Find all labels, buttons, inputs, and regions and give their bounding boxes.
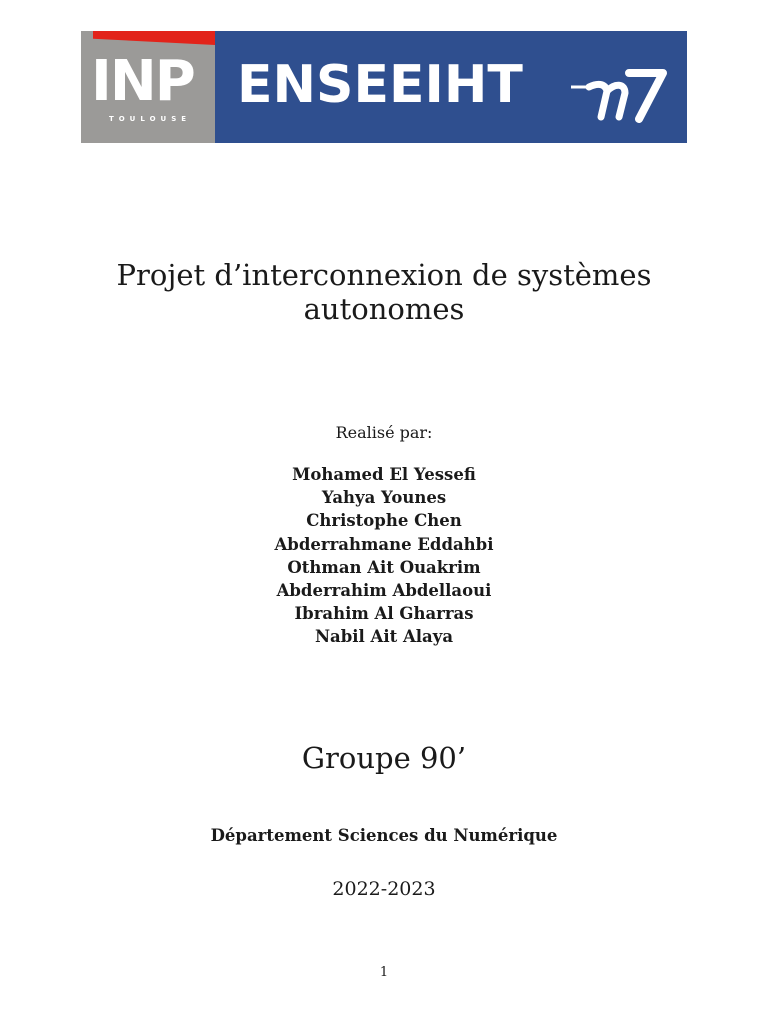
- author-name: Christophe Chen: [306, 511, 462, 531]
- realise-par-label: Realisé par:: [335, 423, 433, 442]
- toulouse-logo-text: TOULOUSE: [108, 115, 192, 123]
- group-heading: Groupe 90’: [301, 741, 467, 775]
- inp-red-band: [93, 31, 215, 45]
- author-list: [0, 463, 768, 649]
- department-name: Département Sciences du Numérique: [210, 826, 558, 845]
- inp-toulouse-logo: [81, 31, 215, 143]
- academic-year: 2022-2023: [332, 878, 436, 900]
- inp-logo-text: INP: [91, 49, 194, 114]
- enseeiht-logo-text: ENSEEIHT: [237, 55, 523, 115]
- n7-logo-icon: [571, 61, 671, 123]
- author-name: Othman Ait Ouakrim: [287, 557, 481, 577]
- school-logo-banner: [81, 31, 687, 143]
- author-name: Abderrahim Abdellaoui: [276, 581, 492, 601]
- author-name: Abderrahmane Eddahbi: [274, 534, 494, 554]
- author-name: Mohamed El Yessefi: [292, 465, 476, 484]
- document-title: Projet d’interconnexion de systèmes autonomes: [116, 258, 652, 326]
- author-name: Ibrahim Al Gharras: [294, 604, 474, 624]
- enseeiht-logo: [215, 31, 687, 143]
- author-name: Nabil Ait Alaya: [314, 627, 454, 647]
- author-name: Yahya Younes: [321, 488, 447, 508]
- page-number: 1: [379, 965, 389, 980]
